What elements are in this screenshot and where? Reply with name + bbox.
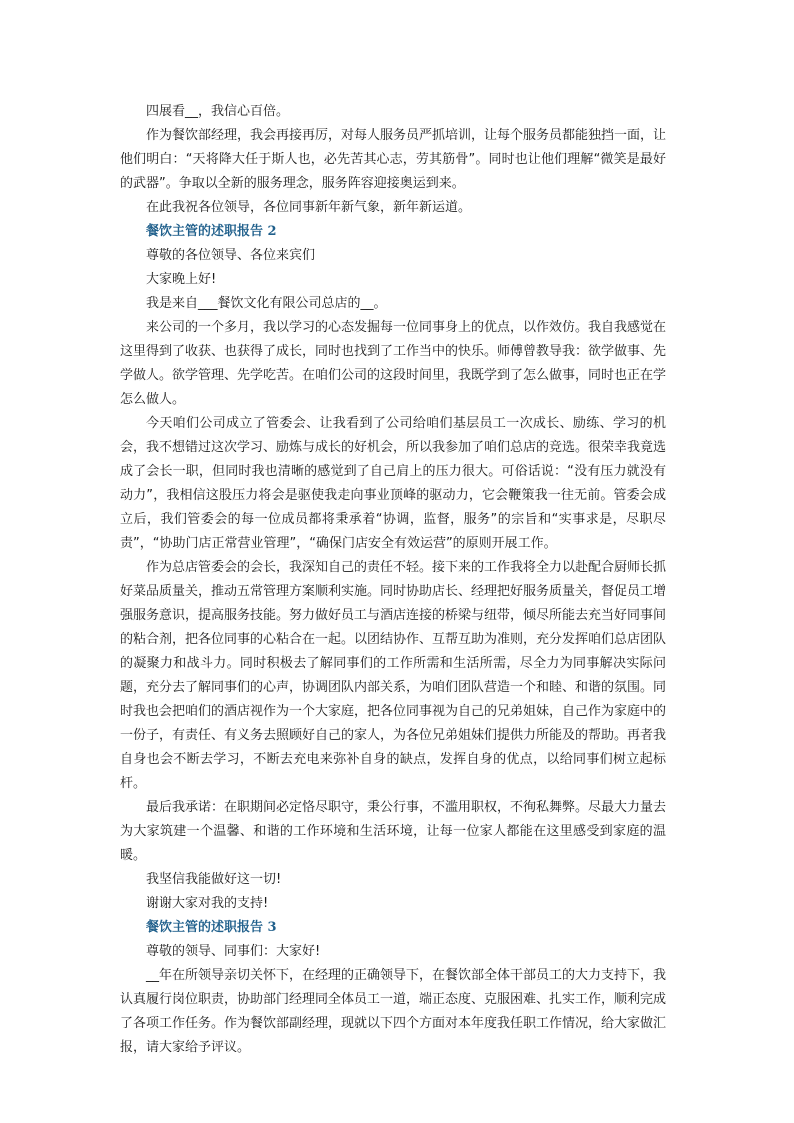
salutation: 尊敬的领导、同事们：大家好! xyxy=(146,944,321,959)
paragraph: 来公司的一个多月，我以学习的心态发掘每一位同事身上的优点，以作效仿。我自我感觉在这里得到了收获、也获得了成长，同时也找到了工作当中的快乐。师傅曾教导我：欲学做事、先学做人。欲学管理、先学吃苦。在咱们公司的这段时间里，我既学到了怎么做事，同时也正在学怎么做人。 xyxy=(120,320,667,407)
paragraph: 作为总店管委会的会长，我深知自己的责任不轻。接下来的工作我将全力以赴配合厨师长抓好菜品质量关，推动五常管理方案顺利实施。同时协助店长、经理把好服务质量关，督促员工增强服务意识，提高服务技能。努力做好员工与酒店连接的桥梁与纽带，倾尽所能去充当好同事间的粘合剂，把各位同事的心粘合在一起。以团结协作、互帮互助为准则，充分发挥咱们总店团队的凝聚力和战斗力。同时积极去了解同事们的工作所需和生活所需，尽全力为同事解决实际问题，充分去了解同事们的心声，协调团队内部关系，为咱们团队营造一个和睦、和谐的氛围。同时我也会把咱们的酒店视作为一个大家庭，把各位同事视为自己的兄弟姐妹，自己作为家庭中的一份子，有责任、有义务去照顾好自己的家人，为各位兄弟姐妹们提供力所能及的帮助。再者我自身也会不断去学习，不断去充电来弥补自身的缺点，发挥自身的优点，以给同事们树立起标杆。 xyxy=(120,560,667,791)
paragraph: 作为餐饮部经理，我会再接再厉，对每人服务员严抓培训，让每个服务员都能独挡一面，让他们明白：“天将降大任于斯人也，必先苦其心志，劳其筋骨”。同时也让他们理解“微笑是最好的武器”。争取以全新的服务理念，服务阵容迎接奥运到来。 xyxy=(120,128,667,191)
closing-line: 我坚信我能做好这一切! xyxy=(146,872,282,887)
section-heading: 餐饮主管的述职报告 2 xyxy=(146,224,277,239)
paragraph: __年在所领导亲切关怀下，在经理的正确领导下，在餐饮部全体干部员工的大力支持下，我认真履行岗位职责，协助部门经理同全体员工一道，端正态度、克服困难、扎实工作，顺利完成了各项工作任务。作为餐饮部副经理，现就以下四个方面对本年度我任职工作情况，给大家做汇报，请大家给予评议。 xyxy=(120,968,667,1055)
section-heading: 餐饮主管的述职报告 3 xyxy=(146,920,277,935)
paragraph: 我是来自___餐饮文化有限公司总店的__。 xyxy=(146,296,387,311)
paragraph: 四展看__，我信心百倍。 xyxy=(146,104,290,119)
salutation: 尊敬的各位领导、各位来宾们 xyxy=(146,248,316,263)
paragraph: 今天咱们公司成立了管委会、让我看到了公司给咱们基层员工一次成长、励练、学习的机会，我不想错过这次学习、励炼与成长的好机会，所以我参加了咱们总店的竞选。很荣幸我竟选成了会长一职，但同时我也清晰的感觉到了自己肩上的压力很大。可俗话说：“没有压力就没有动力”，我相信这股压力将会是驱使我走向事业顶峰的驱动力，它会鞭策我一往无前。管委会成立后，我们管委会的每一位成员都将秉承着“协调，监督，服务”的宗旨和“实事求是，尽职尽责”，“协助门店正常营业管理”，“确保门店安全有效运营”的原则开展工作。 xyxy=(120,416,667,551)
salutation: 大家晚上好! xyxy=(146,272,217,287)
paragraph: 在此我祝各位领导，各位同事新年新气象，新年新运道。 xyxy=(146,200,472,215)
document-page xyxy=(120,100,666,1060)
paragraph: 最后我承诺：在职期间必定恪尽职守，秉公行事，不滥用职权，不徇私舞弊。尽最大力量去为大家筑建一个温馨、和谐的工作环境和生活环境，让每一位家人都能在这里感受到家庭的温暖。 xyxy=(120,800,667,863)
closing-line: 谢谢大家对我的支持! xyxy=(146,896,269,911)
